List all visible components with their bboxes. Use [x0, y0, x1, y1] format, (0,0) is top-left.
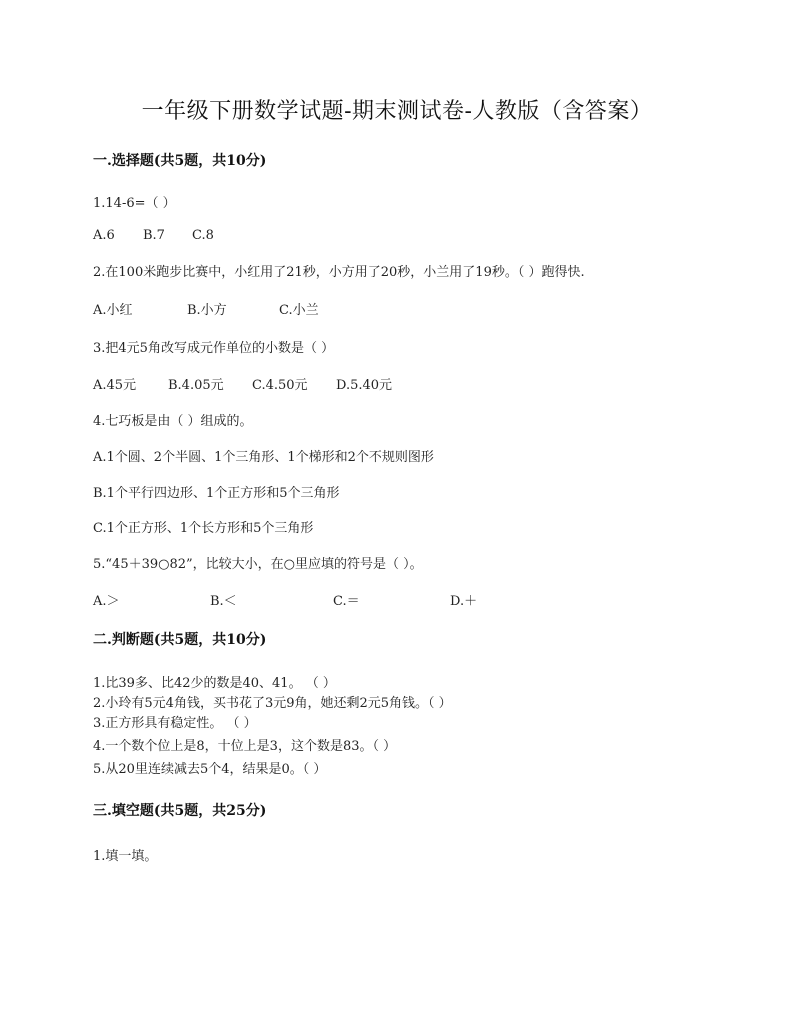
choice-question-4: 4.七巧板是由（ ）组成的。	[93, 414, 253, 429]
judge-question-5: 5.从20里连续减去5个4，结果是0。（ ）	[93, 762, 327, 777]
choice-1-option-b: B.7	[143, 228, 165, 243]
judge-question-2: 2.小玲有5元4角钱，买书花了3元9角，她还剩2元5角钱。（ ）	[93, 696, 452, 711]
judge-question-4: 4.一个数个位上是8，十位上是3，这个数是83。（ ）	[93, 739, 397, 754]
section-heading-choice: 一.选择题(共5题，共10分)	[93, 153, 267, 169]
choice-4-option-c: C.1个正方形、1个长方形和5个三角形	[93, 521, 314, 536]
choice-3-option-d: D.5.40元	[336, 378, 393, 393]
fill-question-1: 1.填一填。	[93, 849, 158, 864]
choice-3-option-c: C.4.50元	[252, 378, 308, 393]
judge-question-3: 3.正方形具有稳定性。 （ ）	[93, 716, 257, 731]
choice-3-option-a: A.45元	[93, 378, 137, 393]
choice-5-option-b: B.＜	[210, 594, 237, 609]
choice-3-option-b: B.4.05元	[168, 378, 224, 393]
section-heading-fill: 三.填空题(共5题，共25分)	[93, 803, 267, 819]
choice-2-option-c: C.小兰	[279, 303, 319, 318]
choice-2-option-b: B.小方	[187, 303, 227, 318]
choice-1-option-c: C.8	[192, 228, 214, 243]
choice-question-2: 2.在100米跑步比赛中，小红用了21秒，小方用了20秒，小兰用了19秒。（ ）跑得快.	[93, 265, 585, 280]
choice-4-option-b: B.1个平行四边形、1个正方形和5个三角形	[93, 486, 340, 501]
choice-2-option-a: A.小红	[93, 303, 133, 318]
choice-1-option-a: A.6	[93, 228, 115, 243]
choice-question-5: 5.“45＋39○82”，比较大小，在○里应填的符号是（ ）。	[93, 557, 423, 572]
section-heading-judge: 二.判断题(共5题，共10分)	[93, 632, 267, 648]
choice-question-3: 3.把4元5角改写成元作单位的小数是（ ）	[93, 341, 335, 356]
choice-5-option-d: D.＋	[450, 594, 478, 609]
choice-5-option-a: A.＞	[93, 594, 120, 609]
page-title: 一年级下册数学试题-期末测试卷-人教版（含答案）	[141, 99, 653, 124]
choice-4-option-a: A.1个圆、2个半圆、1个三角形、1个梯形和2个不规则图形	[93, 450, 434, 465]
choice-question-1: 1.14-6=（ ）	[93, 196, 176, 211]
choice-5-option-c: C.＝	[333, 594, 360, 609]
judge-question-1: 1.比39多、比42少的数是40、41。 （ ）	[93, 676, 336, 691]
